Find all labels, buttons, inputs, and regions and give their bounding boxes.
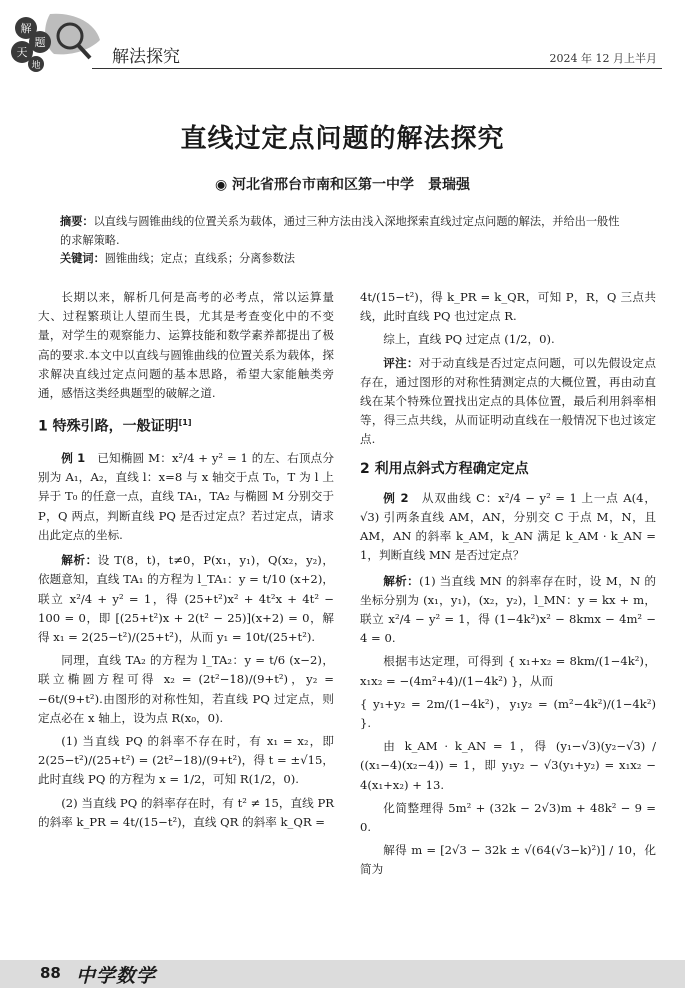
header-rule [92, 68, 662, 69]
example-1-text: 已知椭圆 M：x²/4 + y² = 1 的左、右顶点分别为 A₁，A₂，直线 l：x=8 与 x 轴交于点 T₀，T 为 l 上异于 T₀ 的任意一点，直线 TA₁，TA₂ 与椭圆 M 分别交于 P，Q 两点，判断直线 PQ 是否过定点？若过定点，请求出此定点的坐标. [38, 451, 334, 542]
abstract-label: 摘要： [60, 215, 94, 228]
example-2: 例 2 从双曲线 C：x²/4 − y² = 1 上一点 A(4，√3) 引两条直线 AM，AN，分别交 C 于点 M，N，且 AM，AN 的斜率 k_AM，k_AN 满足 k_AM · k_AN = 1，判断直线 MN 是否过定点？ [360, 490, 656, 563]
solution-1-part-1: 解析：设 T(8，t)，t≠0，P(x₁，y₁)，Q(x₂，y₂)，依题意知，直线 TA₁ 的方程为 l_TA₁：y = t/10 (x+2)，联立 x²/4 + y² = 1，得 (25+t²)x² + 4t²x + 4t² − 100 = 0，即 [(25+t²)x + 2(t² − 25)](x+2) = 0，解得 x₁ = 2(25−t²)/(25+t²)，从而 y₁ = 10t/(25+t²). [38, 553, 334, 644]
example-1 [38, 449, 334, 545]
solution-2-part-1: 解析：(1) 当直线 MN 的斜率存在时，设 M，N 的坐标分别为 (x₁，y₁)，(x₂，y₂)，l_MN：y = kx + m，联立 x²/4 − y² = 1，得 (1−4k²)x² − 8kmx − 4m² − 4 = 0. [360, 573, 656, 646]
solution-2-part-3: 化简整理得 5m² + (32k − 2√3)m + 48k² − 9 = 0. [360, 800, 656, 835]
solution-2-part-4: 解得 m = [2√3 − 32k ± √(64(√3−k)²)] / 10，化简为 [360, 843, 656, 877]
logo-char: 解 [20, 22, 32, 35]
section-heading-1: 1 特殊引路，一般证明[1] [38, 418, 192, 435]
intro-paragraph: 长期以来，解析几何是高考的必考点，常以运算量大、过程繁琐让人望而生畏，尤其是考查变化中的不变量，对学生的观察能力、运算技能和数学素养都提出了极高的要求.本文中以直线与圆锥曲线的位置关系为载体，探求解决直线过定点问题的基本思路，希望大家能触类旁通，感悟这类经典题型的破解之道. [38, 290, 334, 401]
keywords-label: 关键词： [60, 252, 105, 265]
solution-1-part-4: (2) 当直线 PQ 的斜率存在时，有 t² ≠ 15，直线 PR 的斜率 k_PR = 4t/(15−t²)，直线 QR 的斜率 k_QR = [38, 795, 334, 829]
left-column [38, 288, 334, 832]
journal-name: 中学数学 [76, 965, 157, 987]
logo-char: 题 [34, 36, 46, 49]
comment: 评注：对于动直线是否过定点问题，可以先假设定点存在，通过图形的对称性猜测定点的大概位置，再由动直线在某个特殊位置找出定点的具体位置，最后利用斜率相等，得三点共线，从而证明动直线在一般情况下也过该定点. [360, 355, 656, 447]
logo-char: 天 [16, 46, 28, 59]
article-title: 直线过定点问题的解法探究 [180, 124, 505, 154]
abstract [60, 212, 630, 250]
keywords [60, 250, 630, 266]
column-logo [10, 10, 102, 72]
author-line: ◉ 河北省邢台市南和区第一中学 景瑞强 [214, 177, 471, 193]
solution-1-part-2: 同理，直线 TA₂ 的方程为 l_TA₂：y = t/6 (x−2)，联立椭圆方程可得 x₂ = (2t²−18)/(9+t²)，y₂ = −6t/(9+t²).由图形的对称性知，若直线 PQ 过定点，则定点必在 x 轴上，设为点 R(x₀，0). [38, 653, 334, 725]
solution-2-part-2: 由 k_AM · k_AN = 1，得 (y₁−√3)(y₂−√3) / ((x₁−4)(x₂−4)) = 1，即 y₁y₂ − √3(y₁+y₂) = x₁x₂ − 4(x₁+x₂) + 13. [360, 739, 656, 792]
issue-date: 2024 年 12 月上半月 [549, 52, 657, 65]
solution-2-vieta: 根据韦达定理，可得到 { x₁+x₂ = 8km/(1−4k²)，x₁x₂ = −(4m²+4)/(1−4k²) }，从而 [360, 654, 656, 688]
logo-char: 地 [31, 61, 41, 71]
abstract-text: 以直线与圆锥曲线的位置关系为载体，通过三种方法由浅入深地探索直线过定点问题的解法，并给出一般性的求解策略. [60, 215, 620, 247]
solution-1-part-3: (1) 当直线 PQ 的斜率不存在时，有 x₁ = x₂，即 2(25−t²)/(25+t²) = (2t²−18)/(9+t²)，得 t = ±√15，此时直线 PQ 的方程为 x = 1/2，可知 R(1/2，0). [38, 733, 334, 787]
right-column [360, 288, 656, 880]
solution-1-continued: 4t/(15−t²)，得 k_PR = k_QR，可知 P，R，Q 三点共线，此时直线 PQ 也过定点 R. [360, 290, 656, 324]
page-number: 88 [40, 964, 61, 982]
solution-2-y-system: { y₁+y₂ = 2m/(1−4k²)，y₁y₂ = (m²−4k²)/(1−4k²) }. [360, 696, 656, 731]
solution-1-conclusion: 综上，直线 PQ 过定点 (1/2，0). [383, 332, 555, 347]
section-title: 解法探究 [112, 47, 180, 67]
keywords-text: 圆锥曲线；定点；直线系；分离参数法 [104, 252, 295, 265]
example-1-label: 例 1 [61, 451, 86, 466]
section-heading-2: 2 利用点斜式方程确定定点 [360, 460, 529, 477]
